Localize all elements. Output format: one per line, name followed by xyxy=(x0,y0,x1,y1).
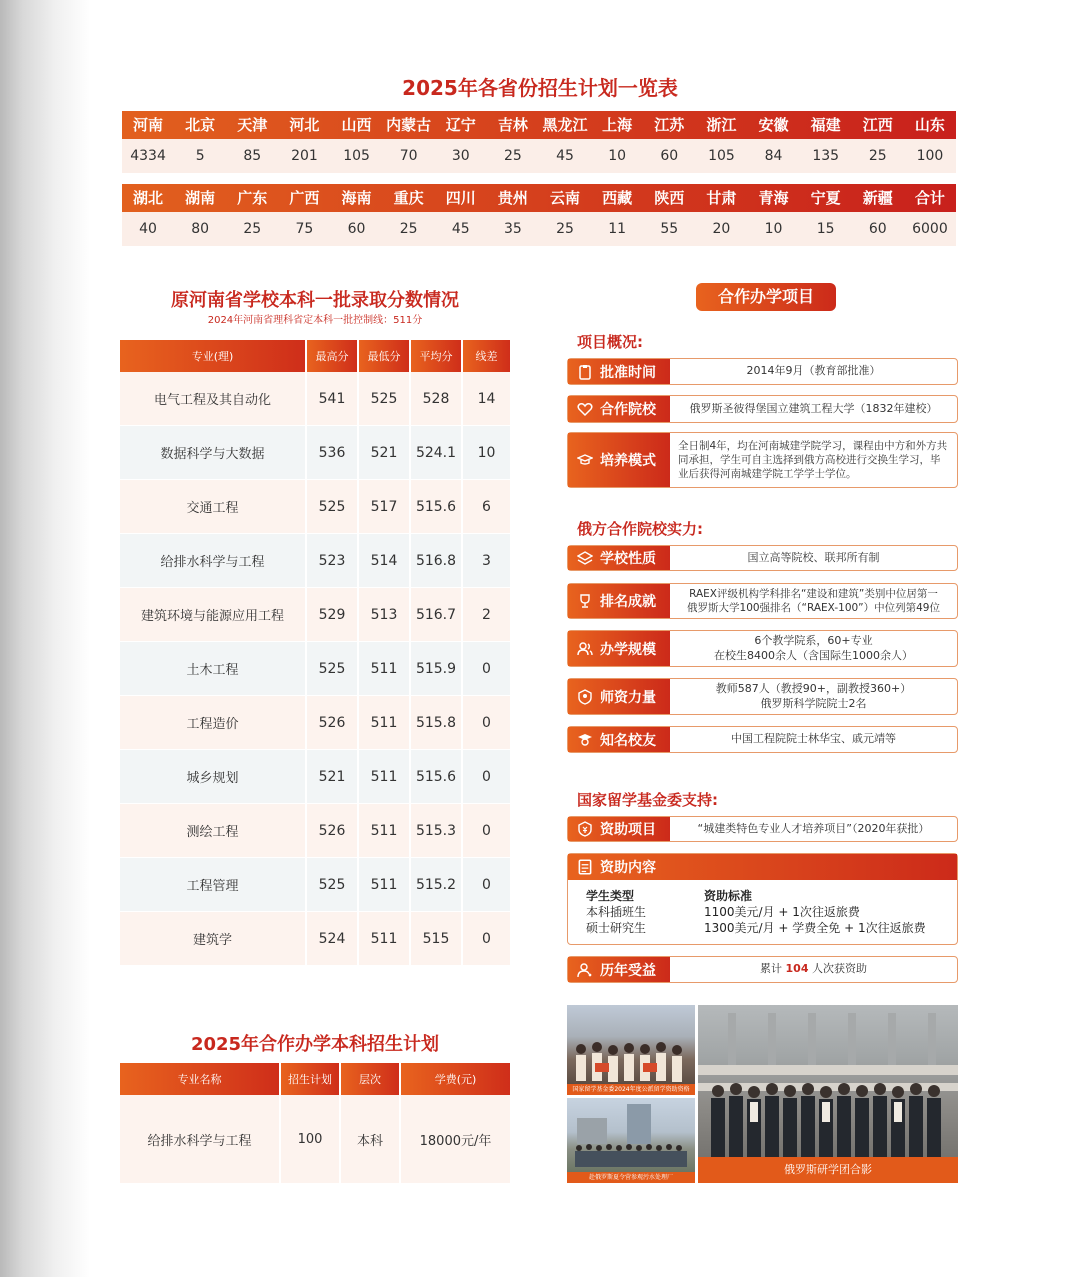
province-name-0: 湖北 xyxy=(133,189,164,207)
score-cell: 6 xyxy=(462,480,510,534)
fund-row-project xyxy=(567,816,958,842)
province-quota-4: 105 xyxy=(343,148,370,164)
province-quota-6: 30 xyxy=(451,148,470,164)
plan-header-0: 专业名称 xyxy=(120,1063,280,1095)
major-name: 土木工程 xyxy=(120,642,306,696)
province-name-5: 内蒙古 xyxy=(386,116,432,134)
score-cell: 523 xyxy=(306,534,358,588)
overview-row-mode xyxy=(567,432,958,488)
label-faculty: 师资力量 xyxy=(600,689,656,706)
score-cell: 515.8 xyxy=(410,696,462,750)
score-cell: 525 xyxy=(306,480,358,534)
plan-header-row xyxy=(120,1063,510,1095)
province-quota-2: 25 xyxy=(243,221,262,237)
province-name-7: 吉林 xyxy=(497,116,528,134)
score-cell: 541 xyxy=(306,372,358,426)
score-cell: 0 xyxy=(462,750,510,804)
province-quota-13: 135 xyxy=(812,148,840,164)
value-ranking: RAEX评级机构学科排名“建设和建筑”类别中位居第一 俄罗斯大学100强排名（“RAEX-100”）中位列第49位 xyxy=(687,587,940,614)
handshake-icon xyxy=(576,400,594,418)
photo-caption-2: 赴俄罗斯夏令营参观污水处理厂 xyxy=(567,1172,695,1183)
score-cell: 529 xyxy=(306,588,358,642)
table-row xyxy=(120,480,510,534)
label-mode: 培养模式 xyxy=(600,453,656,469)
value-approval: 2014年9月（教育部批准） xyxy=(746,364,881,378)
value-faculty: 教师587人（教授90+，副教授360+） 俄罗斯科学院院士2名 xyxy=(715,681,912,710)
major-name: 工程造价 xyxy=(120,696,306,750)
fund-content-box xyxy=(567,853,958,945)
score-cell: 525 xyxy=(306,858,358,912)
strength-row-ranking xyxy=(567,583,958,619)
strength-row-faculty xyxy=(567,678,958,715)
province-quota-12: 10 xyxy=(764,221,783,237)
major-name: 工程管理 xyxy=(120,858,306,912)
province-name-11: 浙江 xyxy=(706,116,737,134)
alumni-icon xyxy=(576,731,594,749)
trophy-icon xyxy=(576,592,594,610)
province-name-14: 江西 xyxy=(862,116,893,134)
province-value-row-1 xyxy=(122,139,956,173)
province-name-6: 辽宁 xyxy=(445,116,476,134)
plan-table xyxy=(120,1063,510,1183)
major-name: 交通工程 xyxy=(120,480,306,534)
province-name-12: 青海 xyxy=(758,189,789,207)
value-fund-project: “城建类特色专业人才培养项目”（2020年获批） xyxy=(697,821,930,835)
province-name-9: 上海 xyxy=(602,116,633,134)
table-row xyxy=(120,426,510,480)
fund-title: 国家留学基金委支持: xyxy=(577,791,718,809)
province-name-15: 山东 xyxy=(914,116,945,134)
province-quota-8: 45 xyxy=(556,148,574,164)
score-cell: 0 xyxy=(462,912,510,966)
photo-caption-3: 俄罗斯研学团合影 xyxy=(698,1157,958,1183)
province-quota-10: 55 xyxy=(660,221,679,237)
history-count: 104 xyxy=(785,962,809,976)
strength-title: 俄方合作院校实力: xyxy=(577,520,703,538)
score-cell: 515.2 xyxy=(410,858,462,912)
major-name: 城乡规划 xyxy=(120,750,306,804)
label-ranking: 排名成就 xyxy=(600,594,656,610)
scores-header-row xyxy=(120,340,510,372)
fund-col1-header: 学生类型 xyxy=(586,889,635,903)
province-quota-10: 60 xyxy=(660,148,679,164)
score-cell: 526 xyxy=(306,804,358,858)
province-quota-7: 25 xyxy=(504,148,522,164)
province-quota-7: 35 xyxy=(504,221,522,237)
score-cell: 511 xyxy=(358,750,410,804)
graduation-cap-icon xyxy=(576,451,594,469)
score-cell: 525 xyxy=(306,642,358,696)
province-name-7: 贵州 xyxy=(497,189,528,207)
province-quota-13: 15 xyxy=(816,221,835,237)
value-nature: 国立高等院校、联邦所有制 xyxy=(747,550,880,564)
score-cell: 515.6 xyxy=(410,750,462,804)
table-row xyxy=(120,858,510,912)
score-cell: 536 xyxy=(306,426,358,480)
province-quota-1: 80 xyxy=(191,221,210,237)
users-icon xyxy=(576,640,594,658)
province-quota-5: 25 xyxy=(399,221,418,237)
plan-cell: 给排水科学与工程 xyxy=(120,1095,280,1183)
province-header-row-2 xyxy=(122,184,956,212)
major-name: 数据科学与大数据 xyxy=(120,426,306,480)
score-cell: 0 xyxy=(462,696,510,750)
fund-row2-standard: 1300美元/月 + 学费全免 + 1次往返旅费 xyxy=(704,921,926,935)
plan-cell: 100 xyxy=(280,1095,340,1183)
province-name-4: 海南 xyxy=(341,189,372,207)
label-nature: 学校性质 xyxy=(600,551,656,567)
score-cell: 516.8 xyxy=(410,534,462,588)
province-name-12: 安徽 xyxy=(758,116,789,134)
score-cell: 511 xyxy=(358,642,410,696)
plan-data-row xyxy=(120,1095,510,1183)
province-quota-14: 60 xyxy=(868,221,887,237)
province-quota-4: 60 xyxy=(347,221,366,237)
overview-row-partner xyxy=(567,395,958,423)
province-quota-2: 85 xyxy=(243,148,262,164)
score-cell: 516.7 xyxy=(410,588,462,642)
score-cell: 514 xyxy=(358,534,410,588)
coop-pill-title: 合作办学项目 xyxy=(696,283,836,311)
value-alumni: 中国工程院院士林华宝、戚元靖等 xyxy=(731,732,896,746)
scores-header-0: 专业(理) xyxy=(120,340,306,372)
overview-title: 项目概况: xyxy=(577,333,643,351)
clipboard-icon xyxy=(576,363,594,381)
scores-header-2: 最低分 xyxy=(358,340,410,372)
table-row xyxy=(120,588,510,642)
scores-title: 原河南省学校本科一批录取分数情况 xyxy=(171,290,459,311)
main-title: 2025年各省份招生计划一览表 xyxy=(402,76,678,100)
plan-cell: 18000元/年 xyxy=(400,1095,510,1183)
province-name-6: 四川 xyxy=(445,189,476,207)
province-name-8: 黑龙江 xyxy=(542,116,588,134)
plan-header-2: 层次 xyxy=(340,1063,400,1095)
major-name: 测绘工程 xyxy=(120,804,306,858)
province-quota-8: 25 xyxy=(556,221,574,237)
label-fund-project: 资助项目 xyxy=(600,822,656,838)
score-cell: 521 xyxy=(306,750,358,804)
scores-subtitle: 2024年河南省理科省定本科一批控制线：511分 xyxy=(207,315,423,326)
label-fund-content: 资助内容 xyxy=(600,860,656,876)
province-quota-3: 201 xyxy=(291,148,318,164)
province-name-5: 重庆 xyxy=(393,189,424,207)
fund-row-history xyxy=(567,956,958,983)
province-value-row-2 xyxy=(122,212,956,246)
table-row xyxy=(120,534,510,588)
province-quota-6: 45 xyxy=(451,221,470,237)
value-partner: 俄罗斯圣彼得堡国立建筑工程大学（1832年建校） xyxy=(689,401,938,415)
teacher-badge-icon xyxy=(576,688,594,706)
plan-header-3: 学费(元) xyxy=(400,1063,510,1095)
score-cell: 524.1 xyxy=(410,426,462,480)
score-cell: 513 xyxy=(358,588,410,642)
major-name: 电气工程及其自动化 xyxy=(120,372,306,426)
score-cell: 0 xyxy=(462,642,510,696)
label-partner: 合作院校 xyxy=(600,402,656,418)
fund-row1-type: 本科插班生 xyxy=(586,905,647,919)
table-row xyxy=(120,804,510,858)
fund-col2-header: 资助标准 xyxy=(704,889,753,903)
layers-icon xyxy=(576,549,594,567)
province-quota-1: 5 xyxy=(195,148,205,164)
score-cell: 10 xyxy=(462,426,510,480)
province-quota-0: 4334 xyxy=(130,148,166,164)
major-name: 建筑学 xyxy=(120,912,306,966)
province-quota-11: 105 xyxy=(708,148,735,164)
plan-cell: 本科 xyxy=(340,1095,400,1183)
table-row xyxy=(120,696,510,750)
score-cell: 0 xyxy=(462,858,510,912)
history-prefix: 累计 xyxy=(760,962,783,976)
photo-scholarship-group xyxy=(567,1005,695,1095)
province-name-9: 西藏 xyxy=(602,189,633,207)
overview-row-approval xyxy=(567,358,958,385)
photo-study-tour-group xyxy=(698,1005,958,1183)
province-name-0: 河南 xyxy=(133,116,164,134)
table-row xyxy=(120,912,510,966)
province-quota-5: 70 xyxy=(399,148,418,164)
plan-title: 2025年合作办学本科招生计划 xyxy=(190,1034,440,1055)
plan-header-1: 招生计划 xyxy=(280,1063,340,1095)
province-name-8: 云南 xyxy=(550,189,581,207)
province-name-1: 北京 xyxy=(185,116,216,134)
money-shield-icon xyxy=(576,820,594,838)
value-mode: 全日制4年，均在河南城建学院学习，课程由中方和外方共同承担，学生可自主选择到俄方高校进行交换生学习，毕业后获得河南城建学院工学学士学位。 xyxy=(678,439,948,481)
major-name: 给排水科学与工程 xyxy=(120,534,306,588)
label-alumni: 知名校友 xyxy=(600,732,656,749)
major-name: 建筑环境与能源应用工程 xyxy=(120,588,306,642)
province-name-13: 福建 xyxy=(810,116,841,134)
score-cell: 515.9 xyxy=(410,642,462,696)
province-name-4: 山西 xyxy=(341,116,372,134)
table-row xyxy=(120,750,510,804)
table-row xyxy=(120,642,510,696)
score-cell: 2 xyxy=(462,588,510,642)
province-name-10: 陕西 xyxy=(654,189,685,207)
strength-row-alumni xyxy=(567,726,958,753)
score-cell: 525 xyxy=(358,372,410,426)
value-history xyxy=(670,957,957,982)
province-name-1: 湖南 xyxy=(185,189,216,207)
label-history: 历年受益 xyxy=(600,962,656,979)
page-gutter-shadow xyxy=(0,0,90,1277)
province-quota-15: 6000 xyxy=(912,221,948,237)
province-name-2: 广东 xyxy=(237,189,268,207)
province-quota-3: 75 xyxy=(295,221,314,237)
scores-header-4: 线差 xyxy=(462,340,510,372)
score-cell: 521 xyxy=(358,426,410,480)
score-cell: 515.6 xyxy=(410,480,462,534)
province-name-14: 新疆 xyxy=(862,189,893,207)
score-cell: 3 xyxy=(462,534,510,588)
province-quota-0: 40 xyxy=(139,221,157,237)
table-row xyxy=(120,372,510,426)
fund-row1-standard: 1100美元/月 + 1次往返旅费 xyxy=(704,905,860,919)
label-approval: 批准时间 xyxy=(600,364,656,381)
label-scale: 办学规模 xyxy=(600,641,656,658)
province-name-3: 广西 xyxy=(289,189,320,207)
photo-summer-camp xyxy=(567,1098,695,1183)
value-scale: 6个教学院系，60+专业 在校生8400余人（含国际生1000余人） xyxy=(714,633,913,662)
document-icon xyxy=(576,858,594,876)
province-name-3: 河北 xyxy=(289,116,320,134)
province-quota-14: 25 xyxy=(868,148,887,164)
photo-caption-1: 国家留学基金委2024年度公派留学资助资格 xyxy=(567,1084,695,1095)
province-quota-9: 11 xyxy=(608,221,627,237)
score-cell: 0 xyxy=(462,804,510,858)
score-cell: 511 xyxy=(358,858,410,912)
history-suffix: 人次获资助 xyxy=(811,962,867,976)
province-name-2: 天津 xyxy=(237,116,268,134)
province-quota-11: 20 xyxy=(712,221,731,237)
strength-row-scale xyxy=(567,630,958,667)
province-name-13: 宁夏 xyxy=(810,189,841,207)
score-cell: 526 xyxy=(306,696,358,750)
score-cell: 528 xyxy=(410,372,462,426)
score-cell: 524 xyxy=(306,912,358,966)
score-cell: 515.3 xyxy=(410,804,462,858)
province-name-11: 甘肃 xyxy=(706,189,737,207)
province-quota-12: 84 xyxy=(764,148,783,164)
province-header-row-1 xyxy=(122,111,956,139)
person-icon xyxy=(576,961,594,979)
score-cell: 511 xyxy=(358,912,410,966)
strength-row-nature xyxy=(567,545,958,571)
score-cell: 517 xyxy=(358,480,410,534)
score-cell: 14 xyxy=(462,372,510,426)
scores-header-1: 最高分 xyxy=(306,340,358,372)
province-name-10: 江苏 xyxy=(654,116,685,134)
score-cell: 511 xyxy=(358,804,410,858)
scores-header-3: 平均分 xyxy=(410,340,462,372)
score-cell: 515 xyxy=(410,912,462,966)
fund-row2-type: 硕士研究生 xyxy=(586,921,647,935)
province-quota-9: 10 xyxy=(608,148,627,164)
province-name-15: 合计 xyxy=(914,189,945,207)
province-quota-15: 100 xyxy=(916,148,944,164)
scores-table xyxy=(120,340,510,966)
score-cell: 511 xyxy=(358,696,410,750)
